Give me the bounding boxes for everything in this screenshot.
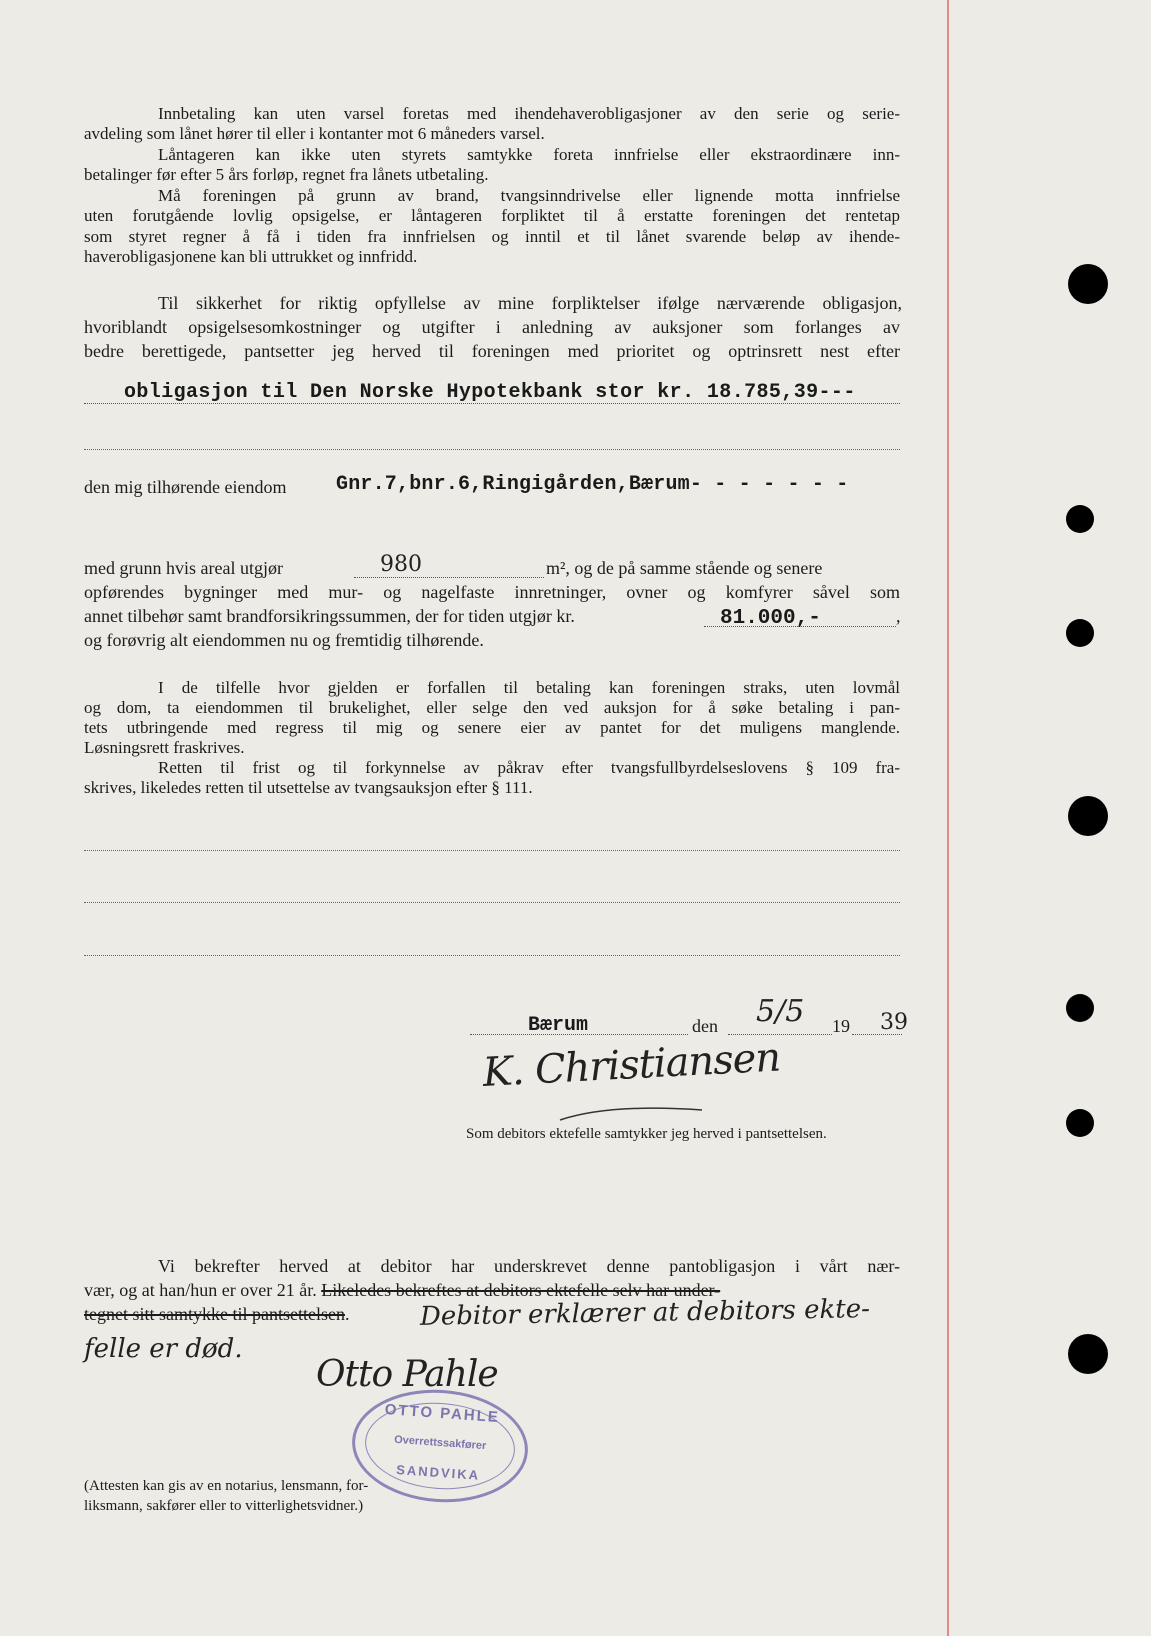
attest-handwritten-note: felle er død.: [84, 1334, 243, 1364]
paragraph-line: opførendes bygninger med mur- og nagelfaste innretninger, ovner og komfyrer såvel som: [84, 582, 900, 602]
empty-dotted-line: [84, 955, 900, 956]
paragraph-line: og dom, ta eiendommen til brukelighet, eller selge den ved auksjon for å søke betaling i pan-: [84, 698, 900, 717]
margin-red-line: [947, 0, 949, 1636]
attest-handwritten-note: Debitor erklærer at debitors ekte-: [419, 1294, 871, 1332]
debtor-signature: K. Christiansen: [481, 1034, 782, 1096]
paragraph-line: Til sikkerhet for riktig opfyllelse av mine forpliktelser ifølge nærværende obligasjon,: [158, 293, 902, 313]
paragraph-line: og forøvrig alt eiendommen nu og fremtidig tilhørende.: [84, 630, 484, 650]
empty-dotted-line: [84, 850, 900, 851]
paragraph-line: haverobligasjonene kan bli uttrukket og innfridd.: [84, 247, 418, 266]
date-place: Bærum: [528, 1014, 589, 1037]
date-den-label: den: [692, 1016, 718, 1036]
attest-period: .: [344, 1304, 350, 1324]
paragraph-line: Innbetaling kan uten varsel foretas med ihendehaverobligasjoner av den serie og serie-: [158, 104, 900, 123]
area-dotted-line: [354, 577, 544, 578]
punch-hole: [1066, 505, 1094, 533]
date-day-month: 5/5: [756, 994, 805, 1029]
attest-struck-text: Likeledes bekreftes at debitors ektefelle selv har under-: [321, 1280, 721, 1300]
attest-line: [84, 1280, 720, 1300]
date-century: 19: [832, 1016, 850, 1036]
area-value: 980: [380, 552, 422, 577]
paragraph-line: skrives, likeledes retten til utsettelse av tvangsauksjon efter § 111.: [84, 778, 533, 797]
witness-signature: Otto Pahle: [316, 1354, 498, 1395]
date-year: 39: [880, 1010, 908, 1035]
property-label: den mig tilhørende eiendom: [84, 477, 287, 497]
day-dotted-line: [728, 1034, 832, 1035]
attest-line: [84, 1304, 349, 1324]
punch-hole: [1066, 619, 1094, 647]
empty-dotted-line: [84, 449, 900, 450]
insurance-value: 81.000,-: [720, 607, 821, 630]
attest-struck-text: tegnet sitt samtykke til pantsettelsen: [84, 1304, 345, 1324]
punch-hole: [1066, 1109, 1094, 1137]
attest-plain-text: vær, og at han/hun er over 21 år.: [84, 1280, 317, 1300]
punch-hole: [1068, 1334, 1108, 1374]
footnote-line: liksmann, sakfører eller to vitterlighetsvidner.): [84, 1498, 364, 1514]
punch-hole: [1066, 994, 1094, 1022]
paragraph-line: avdeling som lånet hører til eller i kontanter mot 6 måneders varsel.: [84, 124, 545, 143]
paragraph-line: bedre berettigede, pantsetter jeg herved til foreningen med prioritet og optrinsrett nest efter: [84, 341, 900, 361]
punch-hole: [1068, 264, 1108, 304]
priority-typed-text: obligasjon til Den Norske Hypotekbank stor kr. 18.785,39---: [124, 381, 856, 404]
area-prefix: med grunn hvis areal utgjør: [84, 558, 283, 578]
paragraph-line: Må foreningen på grunn av brand, tvangsinndrivelse eller lignende motta innfrielse: [158, 186, 900, 205]
paragraph-line: hvoriblandt opsigelsesomkostninger og utgifter i anledning av auksjoner som forlanges av: [84, 317, 900, 337]
notary-stamp: [348, 1384, 531, 1508]
property-value: Gnr.7,bnr.6,Ringigården,Bærum- - - - - - -: [336, 473, 849, 496]
spouse-consent-text: Som debitors ektefelle samtykker jeg herved i pantsettelsen.: [466, 1126, 827, 1142]
paragraph-line: I de tilfelle hvor gjelden er forfallen til betaling kan foreningen straks, uten lovmål: [158, 678, 900, 697]
stamp-bottom-text: SANDVIKA: [395, 1462, 481, 1483]
paragraph-line: Løsningsrett fraskrives.: [84, 738, 245, 757]
paragraph-line: tets utbringende med regress til mig og senere eier av pantet for det muligens manglende.: [84, 718, 900, 737]
paragraph-line: Låntageren kan ikke uten styrets samtykke foreta innfrielse eller ekstraordinære inn-: [158, 145, 900, 164]
area-suffix: m², og de på samme stående og senere: [546, 558, 823, 578]
stamp-middle-text: Overrettssakfører: [393, 1433, 487, 1453]
comma: ,: [896, 606, 901, 626]
attest-line: Vi bekrefter herved at debitor har underskrevet denne pantobligasjon i vårt nær-: [158, 1256, 900, 1276]
stamp-top-text: OTTO PAHLE: [384, 1401, 501, 1427]
paragraph-line: uten forutgående lovlig opsigelse, er låntageren forpliktet til å erstatte foreningen det rentetap: [84, 206, 900, 225]
paragraph-line: som styret regner å få i tiden fra innfrielsen og inntil et til lånet svarende beløp av ihende-: [84, 227, 900, 246]
paragraph-line: Retten til frist og til forkynnelse av påkrav efter tvangsfullbyrdelseslovens § 109 fra-: [158, 758, 900, 777]
paragraph-line: annet tilbehør samt brandforsikringssummen, der for tiden utgjør kr.: [84, 606, 575, 626]
empty-dotted-line: [84, 902, 900, 903]
footnote-line: (Attesten kan gis av en notarius, lensmann, for-: [84, 1478, 369, 1494]
paragraph-line: betalinger før efter 5 års forløp, regnet fra lånets utbetaling.: [84, 165, 489, 184]
punch-hole: [1068, 796, 1108, 836]
